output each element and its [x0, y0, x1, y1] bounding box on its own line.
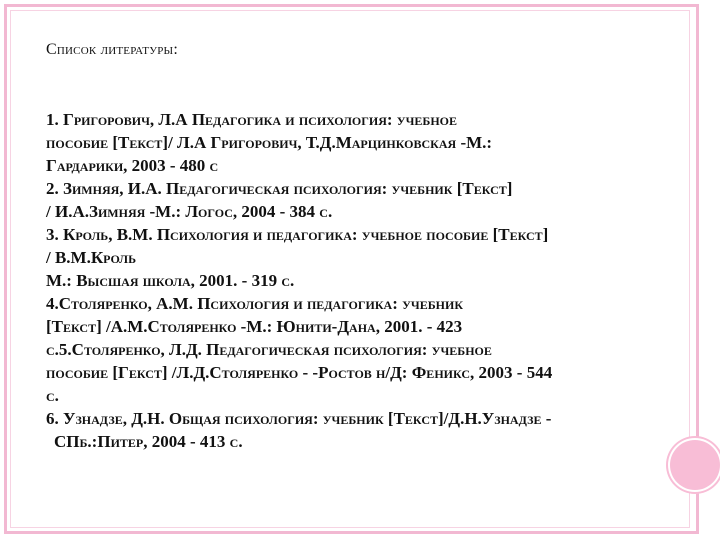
decorative-circle	[670, 440, 720, 490]
bibliography-line: / В.М.Кроль	[46, 248, 137, 267]
bibliography-line: 1. Григорович, Л.А Педагогика и психология: учебное	[46, 110, 457, 129]
bibliography-line: пособие [Текст]/ Л.А Григорович, Т.Д.Марцинковская -М.:	[46, 133, 493, 152]
bibliography-line: СПб.:Питер, 2004 - 413 с.	[54, 432, 243, 451]
slide-title: Список литературы:	[46, 41, 178, 58]
bibliography-line: М.: Высшая школа, 2001. - 319 с.	[46, 271, 295, 290]
bibliography-line: 2. Зимняя, И.А. Педагогическая психология: учебник [Текст]	[46, 179, 513, 198]
bibliography-line: Гардарики, 2003 - 480 с	[46, 156, 219, 175]
bibliography-line: [Текст] /А.М.Столяренко -М.: Юнити-Дана, 2001. - 423	[46, 317, 463, 336]
bibliography-line: с.	[46, 386, 59, 405]
bibliography-line: 4.Столяренко, А.М. Психология и педагогика: учебник	[46, 294, 464, 313]
bibliography-line: 3. Кроль, В.М. Психология и педагогика: учебное пособие [Текст]	[46, 225, 549, 244]
bibliography-list	[46, 108, 676, 453]
bibliography-line: / И.А.Зимняя -М.: Логос, 2004 - 384 с.	[46, 202, 333, 221]
bibliography-line: 6. Узнадзе, Д.Н. Общая психология: учебник [Текст]/Д.Н.Узнадзе -	[46, 409, 552, 428]
bibliography-line: пособие [Гекст] /Л.Д.Столяренко - -Ростов н/Д: Феникс, 2003 - 544	[46, 363, 553, 382]
bibliography-line: с.5.Столяренко, Л.Д. Педагогическая психология: учебное	[46, 340, 492, 359]
